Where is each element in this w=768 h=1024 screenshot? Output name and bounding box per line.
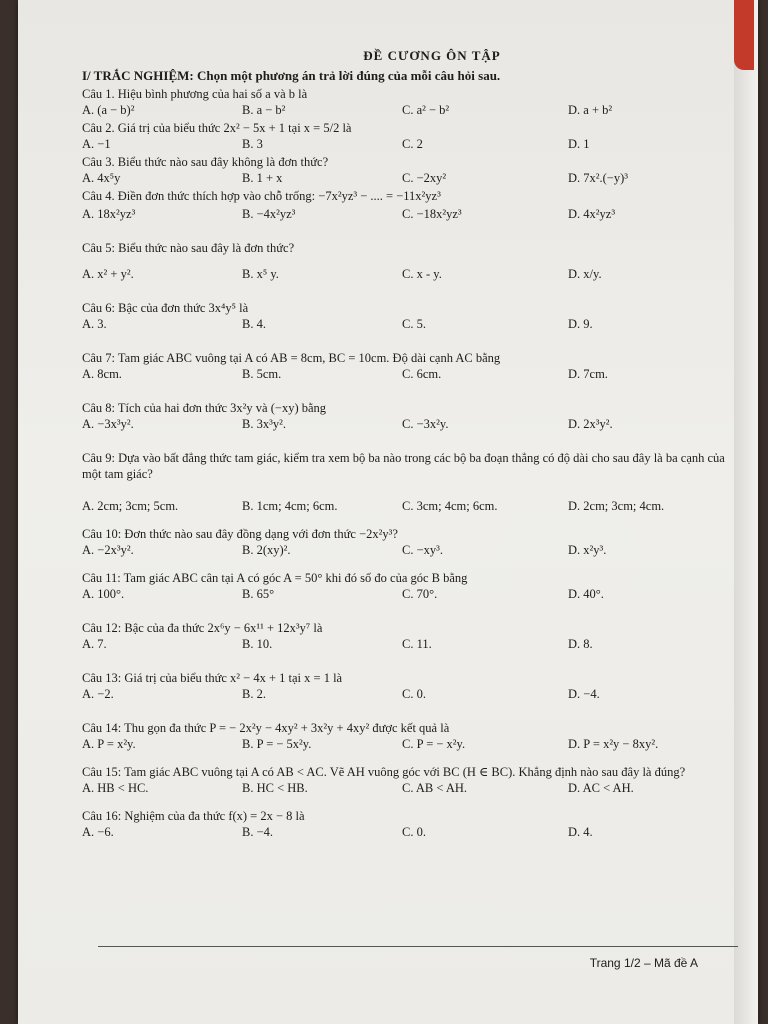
question-9: [82, 450, 742, 516]
question-stem: Câu 3. Biểu thức nào sau đây không là đơn thức?: [82, 155, 329, 169]
option-a: A. 2cm; 3cm; 5cm.: [82, 499, 179, 513]
page-footer: Trang 1/2 – Mã đề A: [589, 956, 698, 970]
option-b: B. HC < HB.: [242, 781, 308, 795]
option-c: C. 0.: [402, 687, 426, 701]
option-c: C. AB < AH.: [402, 781, 468, 795]
question-5: [82, 240, 742, 284]
option-c: C. 11.: [402, 637, 432, 651]
option-d: D. 4.: [568, 825, 593, 839]
question-stem: Câu 5: Biểu thức nào sau đây là đơn thức?: [82, 241, 295, 255]
option-a: A. −2.: [82, 687, 114, 701]
exam-page: [18, 0, 758, 1024]
options: [82, 824, 742, 842]
option-a: A. −3x³y².: [82, 417, 134, 431]
question-7: [82, 350, 742, 384]
question-stem: Câu 7: Tam giác ABC vuông tại A có AB = 8cm, BC = 10cm. Độ dài cạnh AC bằng: [82, 351, 501, 365]
question-11: [82, 570, 742, 604]
option-b: B. 3x³y².: [242, 417, 286, 431]
option-a: A. HB < HC.: [82, 781, 149, 795]
option-c: C. −18x²yz³: [402, 207, 462, 221]
question-3: [82, 154, 742, 188]
question-12: [82, 620, 742, 654]
option-d: D. a + b²: [568, 103, 613, 117]
option-a: A. 7.: [82, 637, 107, 651]
question-2: [82, 120, 742, 154]
content: [82, 48, 742, 842]
options: [82, 636, 742, 654]
option-c: C. 3cm; 4cm; 6cm.: [402, 499, 498, 513]
option-d: D. 40°.: [568, 587, 604, 601]
option-d: D. x²y³.: [568, 543, 607, 557]
option-a: A. x² + y².: [82, 267, 134, 281]
question-stem: Câu 14: Thu gọn đa thức P = − 2x²y − 4xy² + 3x²y + 4xy² được kết quả là: [82, 721, 450, 735]
question-stem: Câu 6: Bậc của đơn thức 3x⁴y⁵ là: [82, 301, 249, 315]
options: [82, 586, 742, 604]
option-a: A. −1: [82, 137, 111, 151]
option-c: C. a² − b²: [402, 103, 450, 117]
question-stem: Câu 4. Điền đơn thức thích hợp vào chỗ trống: −7x²yz³ − .... = −11x²yz³: [82, 189, 441, 203]
option-a: A. −6.: [82, 825, 114, 839]
options: [82, 416, 742, 434]
option-d: D. −4.: [568, 687, 600, 701]
option-c: C. 6cm.: [402, 367, 442, 381]
option-a: A. (a − b)²: [82, 103, 135, 117]
options: [82, 498, 742, 516]
option-b: B. 65°: [242, 587, 275, 601]
option-b: B. 10.: [242, 637, 273, 651]
options: [82, 136, 742, 154]
options: [82, 316, 742, 334]
section-heading: I/ TRẮC NGHIỆM: Chọn một phương án trả lời đúng của mỗi câu hỏi sau.: [82, 68, 501, 83]
option-c: C. 70°.: [402, 587, 438, 601]
option-c: C. 0.: [402, 825, 426, 839]
option-b: B. 5cm.: [242, 367, 282, 381]
question-16: [82, 808, 742, 842]
options: [82, 780, 742, 798]
option-c: C. −3x²y.: [402, 417, 449, 431]
option-d: D. 2x³y².: [568, 417, 613, 431]
option-b: B. 1cm; 4cm; 6cm.: [242, 499, 338, 513]
option-c: C. −xy³.: [402, 543, 444, 557]
question-15: [82, 764, 742, 798]
option-b: B. x⁵ y.: [242, 267, 279, 281]
option-c: C. 2: [402, 137, 423, 151]
question-stem: Câu 8: Tích của hai đơn thức 3x²y và (−xy) bằng: [82, 401, 327, 415]
option-b: B. −4x²yz³: [242, 207, 296, 221]
option-c: C. x - y.: [402, 267, 442, 281]
question-10: [82, 526, 742, 560]
question-8: [82, 400, 742, 434]
option-c: C. P = − x²y.: [402, 737, 466, 751]
option-d: D. 2cm; 3cm; 4cm.: [568, 499, 665, 513]
option-b: B. a − b²: [242, 103, 286, 117]
option-c: C. 5.: [402, 317, 426, 331]
question-stem: Câu 16: Nghiệm của đa thức f(x) = 2x − 8 là: [82, 809, 305, 823]
option-d: D. AC < AH.: [568, 781, 634, 795]
option-b: B. 4.: [242, 317, 266, 331]
question-13: [82, 670, 742, 704]
option-d: D. x/y.: [568, 267, 602, 281]
option-d: D. 7x².(−y)³: [568, 171, 629, 185]
options: [82, 170, 742, 188]
option-b: B. 2.: [242, 687, 266, 701]
option-a: A. 3.: [82, 317, 107, 331]
question-stem: Câu 9: Dựa vào bất đẳng thức tam giác, kiểm tra xem bộ ba nào trong các bộ ba đoạn thẳng có độ dài cho sau đây là ba cạnh của một tam giác?: [82, 451, 725, 481]
question-stem: Câu 12: Bậc của đa thức 2x⁶y − 6x¹¹ + 12x³y⁷ là: [82, 621, 323, 635]
question-14: [82, 720, 742, 754]
question-stem: Câu 1. Hiệu bình phương của hai số a và b là: [82, 87, 308, 101]
option-a: A. −2x³y².: [82, 543, 134, 557]
option-b: B. −4.: [242, 825, 274, 839]
option-d: D. 4x²yz³: [568, 207, 616, 221]
question-stem: Câu 10: Đơn thức nào sau đây đồng dạng với đơn thức −2x²y³?: [82, 527, 398, 541]
options: [82, 102, 742, 120]
question-1: [82, 86, 742, 120]
option-a: A. P = x²y.: [82, 737, 136, 751]
option-a: A. 100°.: [82, 587, 125, 601]
footer-divider: [98, 946, 738, 947]
option-d: D. 1: [568, 137, 590, 151]
option-b: B. 2(xy)².: [242, 543, 291, 557]
page-title: ĐỀ CƯƠNG ÔN TẬP: [363, 48, 501, 63]
option-b: B. P = − 5x²y.: [242, 737, 312, 751]
option-c: C. −2xy²: [402, 171, 447, 185]
options: [82, 736, 742, 754]
options: [82, 686, 742, 704]
options: [82, 542, 742, 560]
options: [82, 366, 742, 384]
question-stem: Câu 15: Tam giác ABC vuông tại A có AB < AC. Vẽ AH vuông góc với BC (H ∈ BC). Khẳng định nào sau đây là đúng?: [82, 765, 686, 779]
option-d: D. 8.: [568, 637, 593, 651]
question-6: [82, 300, 742, 334]
question-stem: Câu 11: Tam giác ABC cân tại A có góc A = 50° khi đó số đo của góc B bằng: [82, 571, 468, 585]
options: [82, 206, 742, 224]
option-a: A. 18x²yz³: [82, 207, 136, 221]
option-d: D. 9.: [568, 317, 593, 331]
question-stem: Câu 2. Giá trị của biểu thức 2x² − 5x + 1 tại x = 5/2 là: [82, 121, 352, 135]
question-stem: Câu 13: Giá trị của biểu thức x² − 4x + 1 tại x = 1 là: [82, 671, 343, 685]
option-d: D. 7cm.: [568, 367, 608, 381]
options: [82, 266, 742, 284]
option-b: B. 3: [242, 137, 263, 151]
option-a: A. 4x⁵y: [82, 171, 121, 185]
option-a: A. 8cm.: [82, 367, 122, 381]
question-4: [82, 188, 742, 224]
option-b: B. 1 + x: [242, 171, 283, 185]
option-d: D. P = x²y − 8xy².: [568, 737, 659, 751]
